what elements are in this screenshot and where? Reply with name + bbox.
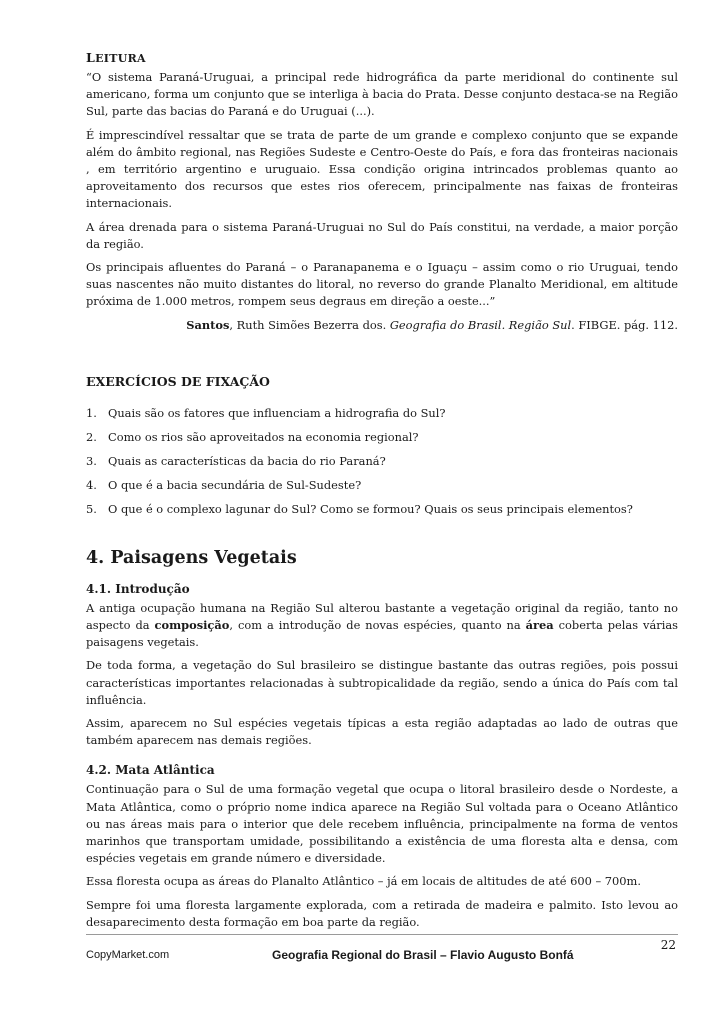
exercise-item: 3. Quais as características da bacia do rio Paraná? xyxy=(86,453,386,468)
page-number: 22 xyxy=(660,938,676,952)
page-footer xyxy=(86,934,678,965)
document-page xyxy=(86,50,678,937)
exercise-item: 2. Como os rios são aproveitados na economia regional? xyxy=(86,429,419,444)
footer-site: CopyMarket.com xyxy=(86,949,170,961)
mata-paragraph: Essa floresta ocupa as áreas do Planalto Atlântico – já em locais de altitudes de até 600 – 700m. xyxy=(86,874,641,889)
intro-paragraph: De toda forma, a vegetação do Sul brasileiro se distingue bastante das outras regiões, pois possui características importantes relacionadas à subtropicalidade da região, sendo a única do País com tal influência. xyxy=(86,658,678,707)
intro-paragraph: A antiga ocupação humana na Região Sul alterou bastante a vegetação original da região, tanto no aspecto da composição, com a introdução de novas espécies, quanto na área coberta pelas várias paisagens vegetais. xyxy=(86,600,678,650)
mata-paragraph: Sempre foi uma floresta largamente explorada, com a retirada de madeira e palmito. Isto levou ao desaparecimento desta formação em boa parte da região. xyxy=(86,897,678,929)
exercises-title: EXERCÍCIOS DE FIXAÇÃO xyxy=(86,373,270,389)
reading-source: Santos, Ruth Simões Bezerra dos. Geografia do Brasil. Região Sul. FIBGE. pág. 112. xyxy=(186,317,678,332)
intro-paragraph: Assim, aparecem no Sul espécies vegetais típicas a esta região adaptadas ao lado de outras que também aparecem nas demais regiões. xyxy=(86,716,678,748)
reading-paragraph: A área drenada para o sistema Paraná-Uruguai no Sul do País constitui, na verdade, a maior porção da região. xyxy=(86,219,678,251)
reading-paragraph: “O sistema Paraná-Uruguai, a principal rede hidrográfica da parte meridional do continente sul americano, forma um conjunto que se interliga à bacia do Prata. Desse conjunto destaca-se na Região Sul, parte das bacias do Paraná e do Uruguai (...). xyxy=(86,70,678,119)
exercises-list xyxy=(86,405,678,518)
exercise-item: 5. O que é o complexo lagunar do Sul? Como se formou? Quais os seus principais elementos? xyxy=(86,501,633,516)
source-work: Geografia do Brasil. Região Sul xyxy=(389,317,572,332)
exercise-item: 1. Quais são os fatores que influenciam a hidrografia do Sul? xyxy=(86,405,446,420)
reading-title: LEITURA xyxy=(86,50,146,65)
subsection-title: 4.2. Mata Atlântica xyxy=(86,763,215,778)
section-title: 4. Paisagens Vegetais xyxy=(86,547,297,568)
reading-paragraph: Os principais afluentes do Paraná – o Paranapanema e o Iguaçu – assim como o rio Uruguai, tendo suas nascentes não muito distantes do litoral, no reverso do grande Planalto Meridional, em altitude próxima de 1.000 metros, rompem seus degraus em direção a oeste...” xyxy=(86,260,678,309)
reading-paragraph: É imprescindível ressaltar que se trata de parte de um grande e complexo conjunto que se expande além do âmbito regional, nas Regiões Sudeste e Centro-Oeste do País, e fora das fronteiras nacionais , em território argentino e uruguaio. Essa condição origina intrincados problemas quanto ao aproveitamento dos recursos que estes rios oferecem, principalmente nas faixas de fronteiras internacionais. xyxy=(86,127,678,211)
subsection-title: 4.1. Introdução xyxy=(86,581,190,596)
mata-paragraph: Continuação para o Sul de uma formação vegetal que ocupa o litoral brasileiro desde o Nordeste, a Mata Atlântica, como o próprio nome indica aparece na Região Sul voltada para o Oceano Atlântico ou nas áreas mais para o interior que dele recebem influência, principalmente na forma de ventos marinhos que transportam umidade, possibilitando a existência de uma floresta alta e densa, com espécies vegetais em grande número e diversidade. xyxy=(86,782,678,866)
source-author: Santos xyxy=(186,317,230,332)
footer-title: Geografia Regional do Brasil – Flavio Augusto Bonfá xyxy=(272,948,574,962)
exercise-item: 4. O que é a bacia secundária de Sul-Sudeste? xyxy=(86,477,362,492)
